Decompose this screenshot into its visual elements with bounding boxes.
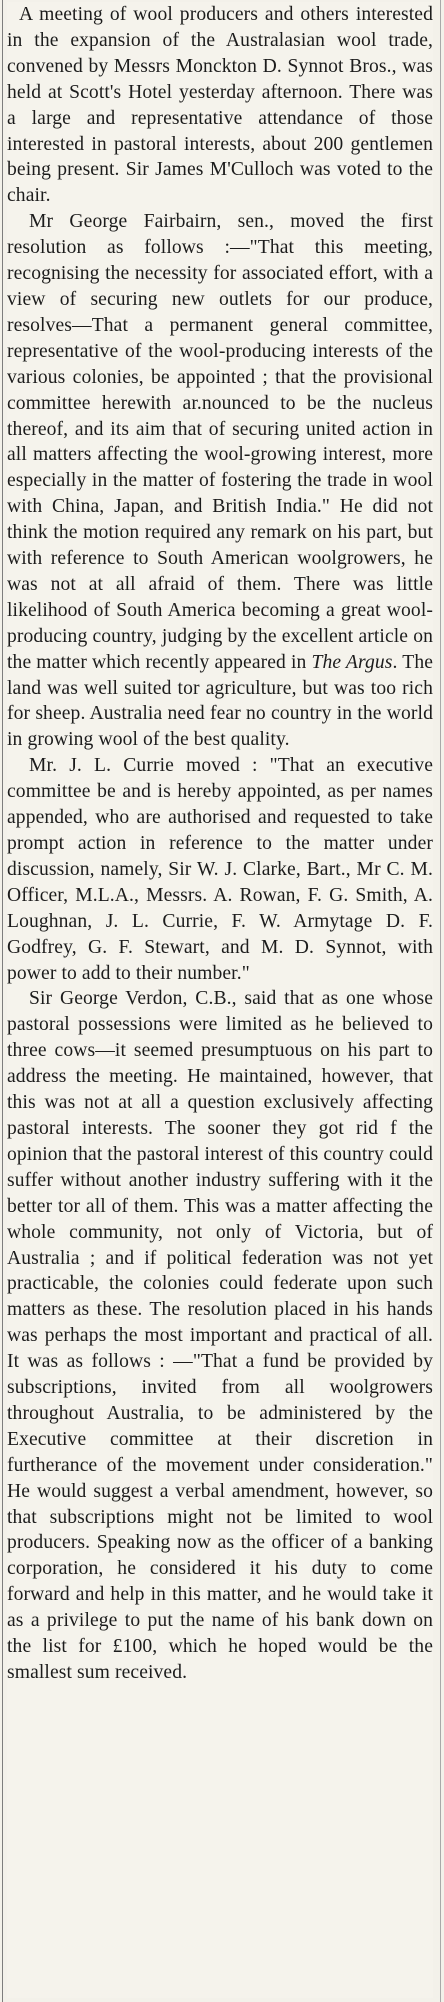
newspaper-column [7, 2, 433, 1998]
paragraph-fairbairn-resolution [7, 209, 433, 753]
newspaper-title-reference: The Argus [311, 651, 393, 673]
fairbairn-text: Mr George Fairbairn, sen., moved the first resolution as follows :—"That this meeting, recognising the necessity for associated effort, with a view of securing new outlets for our produce, resolves—That a permanent general committee, representative of the wool-producing interests of the various colonies, be appointed ; that the provisional committee herewith ar.nounced to be the nucleus thereof, and its aim that of securing united action in all matters affecting the wool-growing interest, more especially in the matter of fostering the trade in wool with China, Japan, and British India." He did not think the motion required any remark on his part, but with reference to South American woolgrowers, he was not at all afraid of them. There was little likelihood of South America becoming a great wool-producing country, judging by the excellent article on the matter which recently appeared in [7, 211, 433, 673]
paragraph-meeting-intro: A meeting of wool producers and others interested in the expansion of the Australasian wool trade, convened by Messrs Monckton D. Synnot Bros., was held at Scott's Hotel yesterday afternoon. There was a large and representative attendance of those interested in pastoral interests, about 200 gentlemen being present. Sir James M'Culloch was voted to the chair. [7, 4, 433, 207]
paragraph-currie-motion: Mr. J. L. Currie moved : "That an executive committee be and is hereby appointed, as per names appended, who are authorised and requested to take prompt action in reference to the matter under discussion, namely, Sir W. J. Clarke, Bart., Mr C. M. Officer, M.L.A., Messrs. A. Rowan, F. G. Smith, A. Loughnan, J. L. Currie, F. W. Armytage D. F. Godfrey, G. F. Stewart, and M. D. Synnot, with power to add to their number." [7, 755, 433, 984]
fairbairn-text-continued: . The land was well suited tor agriculture, but was too rich for sheep. Australia need fear no country in the world in growing wool of the best quality. [7, 651, 434, 751]
column-rule-right [440, 0, 441, 2002]
column-rule-left [2, 0, 3, 2002]
paragraph-verdon-speech: Sir George Verdon, C.B., said that as one whose pastoral possessions were limited as he believed to three cows—it seemed presumptuous on his part to address the meeting. He maintained, however, that this was not at all a question exclusively affecting pastoral interests. The sooner they got rid f the opinion that the pastoral interest of this country could suffer without another industry suffering with it the better tor all of them. This was a matter affecting the whole community, not only of Victoria, but of Australia ; and if political federation was not yet practicable, the colonies could federate upon such matters as these. The resolution placed in his hands was perhaps the most important and practical of all. It was as follows : —"That a fund be provided by subscriptions, invited from all woolgrowers throughout Australia, to be administered by the Executive committee at their discretion in furtherance of the movement under consideration." He would suggest a verbal amendment, however, so that subscriptions might not be limited to wool producers. Speaking now as the officer of a banking corporation, he considered it his duty to come forward and help in this matter, and he would take it as a privilege to put the name of his bank down on the list for £100, which he hoped would be the smallest sum received. [7, 988, 433, 1683]
